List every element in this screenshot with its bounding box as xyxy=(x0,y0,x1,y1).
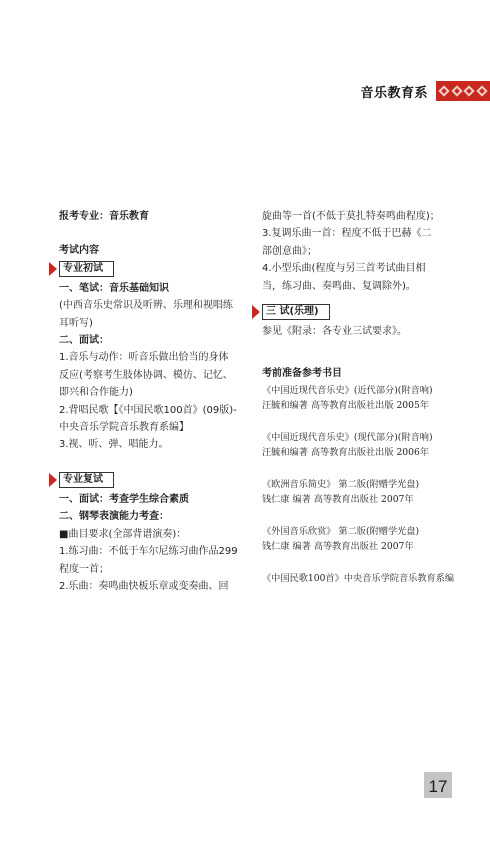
ornament-icon xyxy=(439,85,450,96)
left-column xyxy=(59,208,249,595)
decorative-band xyxy=(436,81,490,101)
triangle-marker-icon xyxy=(49,473,57,487)
section-header xyxy=(360,81,490,101)
retest-tag-label: 专业复试 xyxy=(59,472,114,488)
ornament-icon xyxy=(451,85,462,96)
exam-content-heading: 考试内容 xyxy=(59,245,99,257)
retest-line: 程度一首； xyxy=(59,563,109,575)
prelim-line: 反应(考察考生肢体协调、模仿、记忆、 xyxy=(59,369,233,381)
reference-publisher: 汪毓和编著 高等教育出版社出版 2005年 xyxy=(262,399,430,411)
prelim-line: 1.音乐与动作：听音乐做出恰当的身体 xyxy=(59,352,229,364)
major-title: 报考专业：音乐教育 xyxy=(59,211,149,222)
prelim-line: 耳听写) xyxy=(59,317,93,329)
reference-title: 《中国近现代音乐史》(近代部分)(附音响) xyxy=(262,384,433,396)
prelim-tag-label: 专业初试 xyxy=(59,261,114,277)
reference-entry xyxy=(262,477,472,507)
reference-publisher: 钱仁康 编著 高等教育出版社 2007年 xyxy=(262,493,414,505)
triangle-marker-icon xyxy=(252,305,260,319)
prelim-line: 3.视、听、弹、唱能力。 xyxy=(59,439,169,451)
prelim-line: 即兴和合作能力) xyxy=(59,387,133,399)
retest-line: 2.乐曲：奏鸣曲快板乐章或变奏曲、回 xyxy=(59,580,229,592)
right-column xyxy=(262,208,472,586)
prelim-line: (中西音乐史常识及听辨、乐理和视唱练 xyxy=(59,300,233,312)
continued-line: 部创意曲》； xyxy=(262,245,317,257)
continued-line: 3.复调乐曲一首：程度不低于巴赫《二 xyxy=(262,228,432,240)
prelim-line: 2.背唱民歌【《中国民歌100首》(09版)- xyxy=(59,404,237,416)
reference-entry xyxy=(262,571,472,586)
continued-line: 旋曲等一首(不低于莫扎特奏鸣曲程度)； xyxy=(262,211,440,222)
retest-line: 一、面试：考查学生综合素质 xyxy=(59,493,189,505)
page-number: 17 xyxy=(424,772,452,798)
ornament-icon xyxy=(464,85,475,96)
reference-title: 《中国近现代音乐史》(现代部分)(附音响) xyxy=(262,431,433,443)
reference-publisher: 钱仁康 编著 高等教育出版社 2007年 xyxy=(262,540,414,552)
prelim-tag xyxy=(49,261,249,277)
prelim-line: 二、面试： xyxy=(59,335,109,347)
prelim-line: 一、笔试：音乐基础知识 xyxy=(59,282,169,294)
reference-entry xyxy=(262,430,472,460)
theory-tag-label: 三 试(乐理) xyxy=(262,304,330,320)
references-heading: 考前准备参考书目 xyxy=(262,368,342,380)
reference-publisher: 汪毓和编著 高等教育出版社出版 2006年 xyxy=(262,446,430,458)
retest-line: 1.练习曲：不低于车尔尼练习曲作品299 xyxy=(59,546,238,558)
continued-line: 当，练习曲、奏鸣曲、复调除外)。 xyxy=(262,280,416,292)
reference-title: 《中国民歌100首》中央音乐学院音乐教育系编 xyxy=(262,572,455,584)
retest-tag xyxy=(49,472,249,488)
reference-entry xyxy=(262,524,472,554)
prelim-line: 中央音乐学院音乐教育系编】 xyxy=(59,422,189,434)
ornament-icon xyxy=(476,85,487,96)
theory-note: 参见《附录：各专业三试要求》。 xyxy=(262,326,407,338)
department-title: 音乐教育系 xyxy=(360,85,428,101)
retest-line: ■曲目要求(全部背谱演奏)： xyxy=(59,528,187,540)
reference-title: 《欧洲音乐简史》 第二版(附赠学光盘) xyxy=(262,478,420,490)
continued-line: 4.小型乐曲(程度与另三首考试曲目相 xyxy=(262,263,426,275)
reference-title: 《外国音乐欣赏》 第二版(附赠学光盘) xyxy=(262,525,420,537)
reference-entry xyxy=(262,383,472,413)
triangle-marker-icon xyxy=(49,262,57,276)
theory-tag xyxy=(252,304,472,320)
retest-line: 二、钢琴表演能力考查： xyxy=(59,511,169,523)
